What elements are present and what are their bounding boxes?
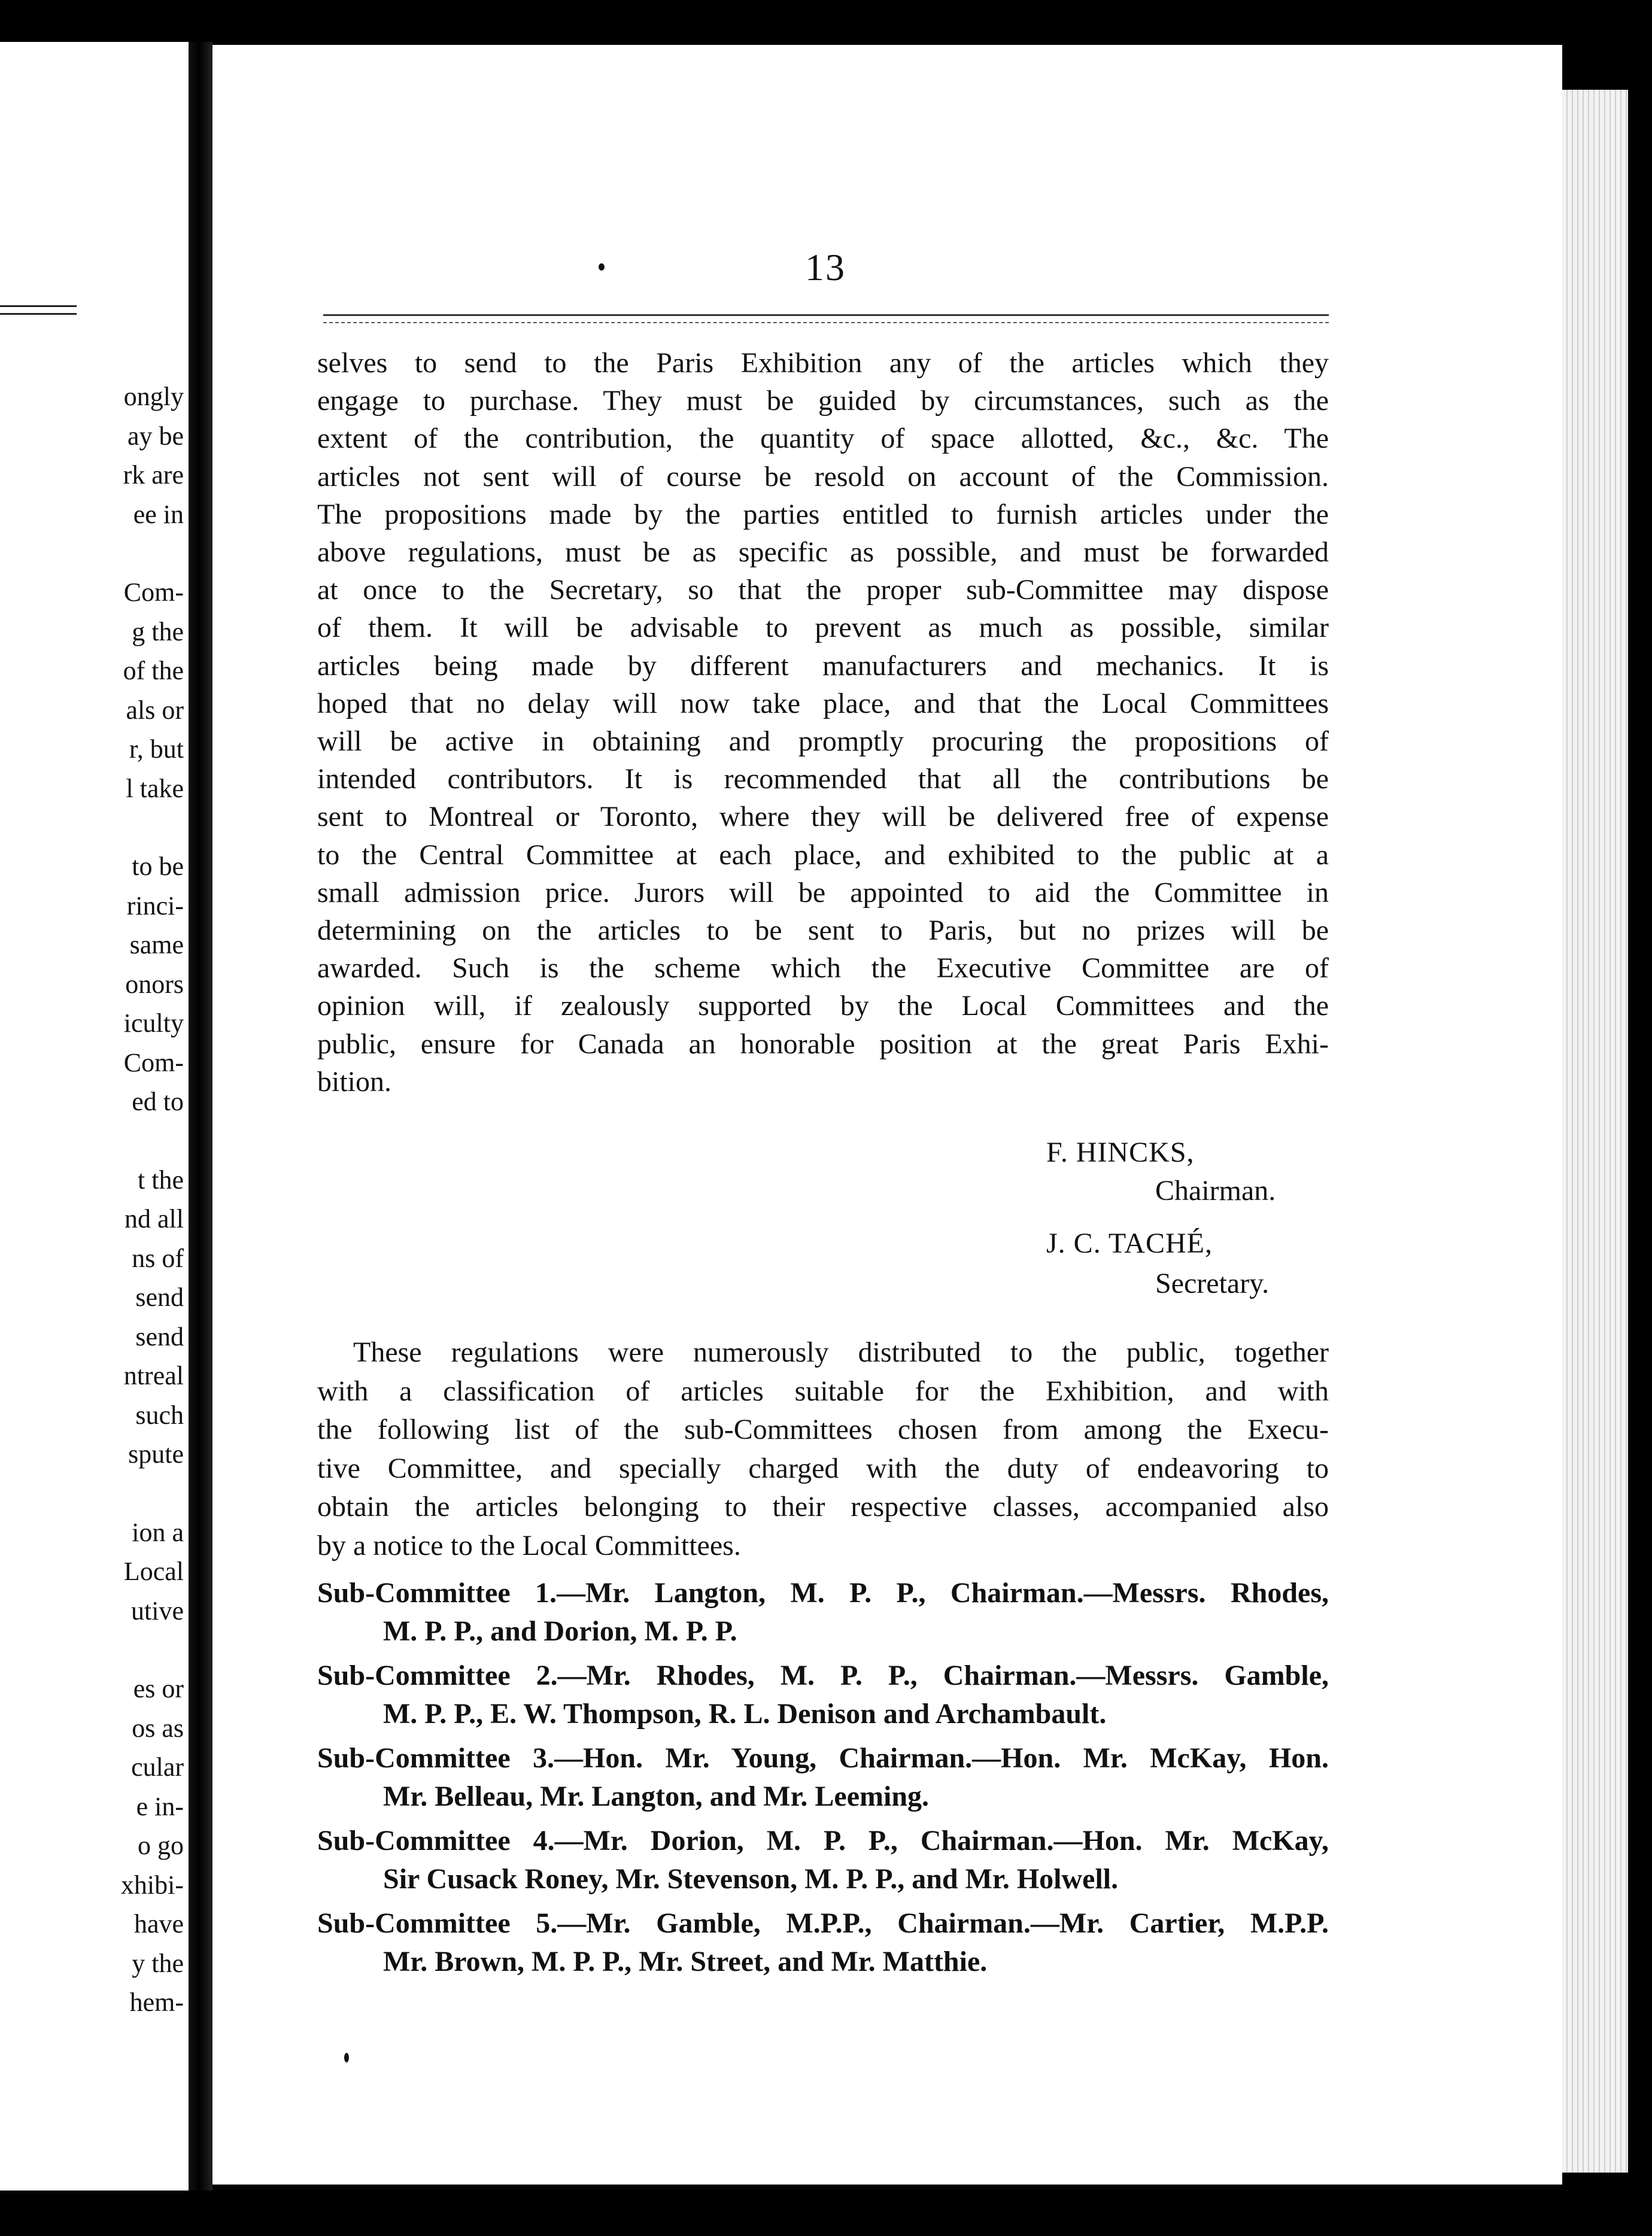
left-page-fragment: t the bbox=[138, 1165, 184, 1195]
body-line: small admission price. Jurors will be appointed to aid the Committee in bbox=[317, 876, 1329, 909]
left-page-fragment: g the bbox=[132, 616, 184, 646]
left-page-fragment: have bbox=[133, 1909, 184, 1939]
body-line: opinion will, if zealously supported by the Local Committees and the bbox=[317, 990, 1329, 1022]
sub-committee-line: Sub-Committee 5.—Mr. Gamble, M.P.P., Chairman.—Mr. Cartier, M.P.P. bbox=[317, 1907, 1329, 1939]
left-page-fragment: ns of bbox=[132, 1243, 184, 1273]
distribution-line: with a classification of articles suitable for the Exhibition, and with bbox=[317, 1375, 1329, 1407]
fragment-gap bbox=[121, 1122, 184, 1160]
body-line: extent of the contribution, the quantity of space allotted, &c., &c. The bbox=[317, 423, 1329, 455]
body-line: above regulations, must be as specific as possible, and must be forwarded bbox=[317, 536, 1329, 569]
left-page-fragment: ion a bbox=[132, 1517, 184, 1547]
ink-speck bbox=[599, 263, 605, 271]
left-page-fragment: ed to bbox=[132, 1087, 184, 1116]
left-page-fragment: os as bbox=[132, 1713, 184, 1743]
left-page-fragment: rinci- bbox=[126, 891, 184, 920]
left-page-fragment: of the bbox=[123, 656, 184, 685]
sub-committee-members: M. P. P., and Dorion, M. P. P. bbox=[383, 1615, 737, 1647]
book-gutter bbox=[189, 42, 212, 2191]
left-page-fragment: Com- bbox=[123, 1047, 184, 1077]
page-number: 13 bbox=[805, 246, 846, 288]
sub-committee-list bbox=[317, 1574, 1329, 1987]
chairman-signature-name: F. HINCKS, bbox=[1046, 1137, 1195, 1168]
sub-committee-entry bbox=[317, 1574, 1329, 1651]
body-paragraph bbox=[317, 344, 1329, 1101]
body-line: hoped that no delay will now take place, and that the Local Committees bbox=[317, 687, 1329, 719]
sub-committee-members: Mr. Belleau, Mr. Langton, and Mr. Leeming. bbox=[383, 1781, 930, 1812]
sub-committee-members: Mr. Brown, M. P. P., Mr. Street, and Mr. Matthie. bbox=[383, 1946, 988, 1977]
sub-committee-entry bbox=[317, 1657, 1329, 1733]
left-page-text-fragments bbox=[121, 377, 184, 2022]
left-page-fragment: y the bbox=[132, 1948, 184, 1978]
left-page-fragment: hem- bbox=[129, 1988, 184, 2017]
page-edge-stack bbox=[1562, 90, 1628, 2173]
distribution-line: These regulations were numerously distributed to the public, together bbox=[353, 1336, 1329, 1368]
body-line: determining on the articles to be sent to Paris, but no prizes will be bbox=[317, 915, 1329, 947]
body-line: of them. It will be advisable to prevent as much as possible, similar bbox=[317, 612, 1329, 644]
sub-committee-entry bbox=[317, 1904, 1329, 1981]
ink-speck bbox=[344, 2053, 349, 2062]
fragment-gap bbox=[121, 534, 184, 573]
sub-committee-entry bbox=[317, 1739, 1329, 1816]
left-page-fragment: spute bbox=[128, 1439, 184, 1469]
distribution-line: by a notice to the Local Committees. bbox=[317, 1529, 741, 1561]
left-page-fragment: xhibi- bbox=[120, 1870, 184, 1900]
distribution-paragraph bbox=[317, 1333, 1329, 1565]
left-page-fragment: es or bbox=[133, 1674, 184, 1703]
left-page-fragment: o go bbox=[138, 1831, 184, 1860]
left-page-fragment: ay be bbox=[127, 421, 184, 451]
sub-committee-members: M. P. P., E. W. Thompson, R. L. Denison and Archambault. bbox=[383, 1698, 1107, 1730]
distribution-line: the following list of the sub-Committees chosen from among the Execu- bbox=[317, 1414, 1329, 1445]
left-page-fragment: cular bbox=[131, 1752, 184, 1782]
secretary-signature-title: Secretary. bbox=[1155, 1268, 1270, 1299]
body-line: will be active in obtaining and promptly procuring the propositions of bbox=[317, 725, 1329, 758]
sub-committee-line: Sub-Committee 4.—Mr. Dorion, M. P. P., Chairman.—Hon. Mr. McKay, bbox=[317, 1825, 1329, 1857]
left-page-fragment: nd all bbox=[124, 1204, 184, 1234]
body-line: to the Central Committee at each place, and exhibited to the public at a bbox=[317, 838, 1329, 871]
body-line: public, ensure for Canada an honorable position at the great Paris Exhi- bbox=[317, 1028, 1329, 1060]
fragment-gap bbox=[121, 1630, 184, 1669]
left-facing-page bbox=[0, 42, 189, 2191]
left-page-fragment: rk are bbox=[123, 460, 184, 490]
left-page-fragment: e in- bbox=[136, 1791, 184, 1821]
left-page-fragment: Com- bbox=[123, 578, 184, 607]
left-page-fragment: r, but bbox=[129, 734, 184, 764]
left-page-fragment: send bbox=[135, 1321, 184, 1351]
body-line: engage to purchase. They must be guided by circumstances, such as the bbox=[317, 385, 1329, 417]
secretary-signature-name: J. C. TACHÉ, bbox=[1046, 1228, 1213, 1259]
body-line: articles not sent will of course be resold on account of the Commission. bbox=[317, 460, 1329, 493]
left-page-fragment: Local bbox=[123, 1557, 184, 1586]
body-line: The propositions made by the parties entitled to furnish articles under the bbox=[317, 498, 1329, 530]
left-page-fragment: onors bbox=[125, 969, 184, 999]
body-line: articles being made by different manufacturers and mechanics. It is bbox=[317, 649, 1329, 682]
left-page-fragment: l take bbox=[126, 773, 184, 803]
sub-committee-entry bbox=[317, 1822, 1329, 1898]
body-line: awarded. Such is the scheme which the Executive Committee are of bbox=[317, 952, 1329, 985]
body-line: intended contributors. It is recommended that all the contributions be bbox=[317, 763, 1329, 795]
body-line: selves to send to the Paris Exhibition any of the articles which they bbox=[317, 347, 1329, 379]
sub-committee-members: Sir Cusack Roney, Mr. Stevenson, M. P. P., and Mr. Holwell. bbox=[383, 1863, 1119, 1895]
left-page-fragment: ee in bbox=[133, 499, 184, 529]
left-page-fragment: same bbox=[129, 930, 184, 959]
header-rule bbox=[323, 314, 1329, 323]
left-page-fragment: send bbox=[135, 1283, 184, 1312]
left-page-fragment: utive bbox=[131, 1596, 184, 1626]
fragment-gap bbox=[121, 1474, 184, 1513]
fragment-gap bbox=[121, 808, 184, 847]
chairman-signature-title: Chairman. bbox=[1155, 1175, 1276, 1207]
left-page-fragment: ntreal bbox=[123, 1361, 184, 1390]
left-page-fragment: als or bbox=[126, 695, 184, 725]
left-page-fragment: such bbox=[135, 1400, 184, 1430]
body-line: bition. bbox=[317, 1065, 392, 1098]
sub-committee-line: Sub-Committee 1.—Mr. Langton, M. P. P., Chairman.—Messrs. Rhodes, bbox=[317, 1577, 1329, 1609]
left-page-rule bbox=[0, 305, 77, 315]
distribution-line: obtain the articles belonging to their respective classes, accompanied also bbox=[317, 1491, 1329, 1523]
distribution-line: tive Committee, and specially charged with the duty of endeavoring to bbox=[317, 1452, 1329, 1484]
body-line: sent to Montreal or Toronto, where they will be delivered free of expense bbox=[317, 801, 1329, 833]
body-line: at once to the Secretary, so that the proper sub-Committee may dispose bbox=[317, 574, 1329, 606]
left-page-fragment: ongly bbox=[123, 382, 184, 411]
left-page-fragment: to be bbox=[132, 852, 184, 881]
sub-committee-line: Sub-Committee 3.—Hon. Mr. Young, Chairman.—Hon. Mr. McKay, Hon. bbox=[317, 1742, 1329, 1774]
sub-committee-line: Sub-Committee 2.—Mr. Rhodes, M. P. P., Chairman.—Messrs. Gamble, bbox=[317, 1660, 1329, 1691]
left-page-fragment: iculty bbox=[123, 1008, 184, 1038]
